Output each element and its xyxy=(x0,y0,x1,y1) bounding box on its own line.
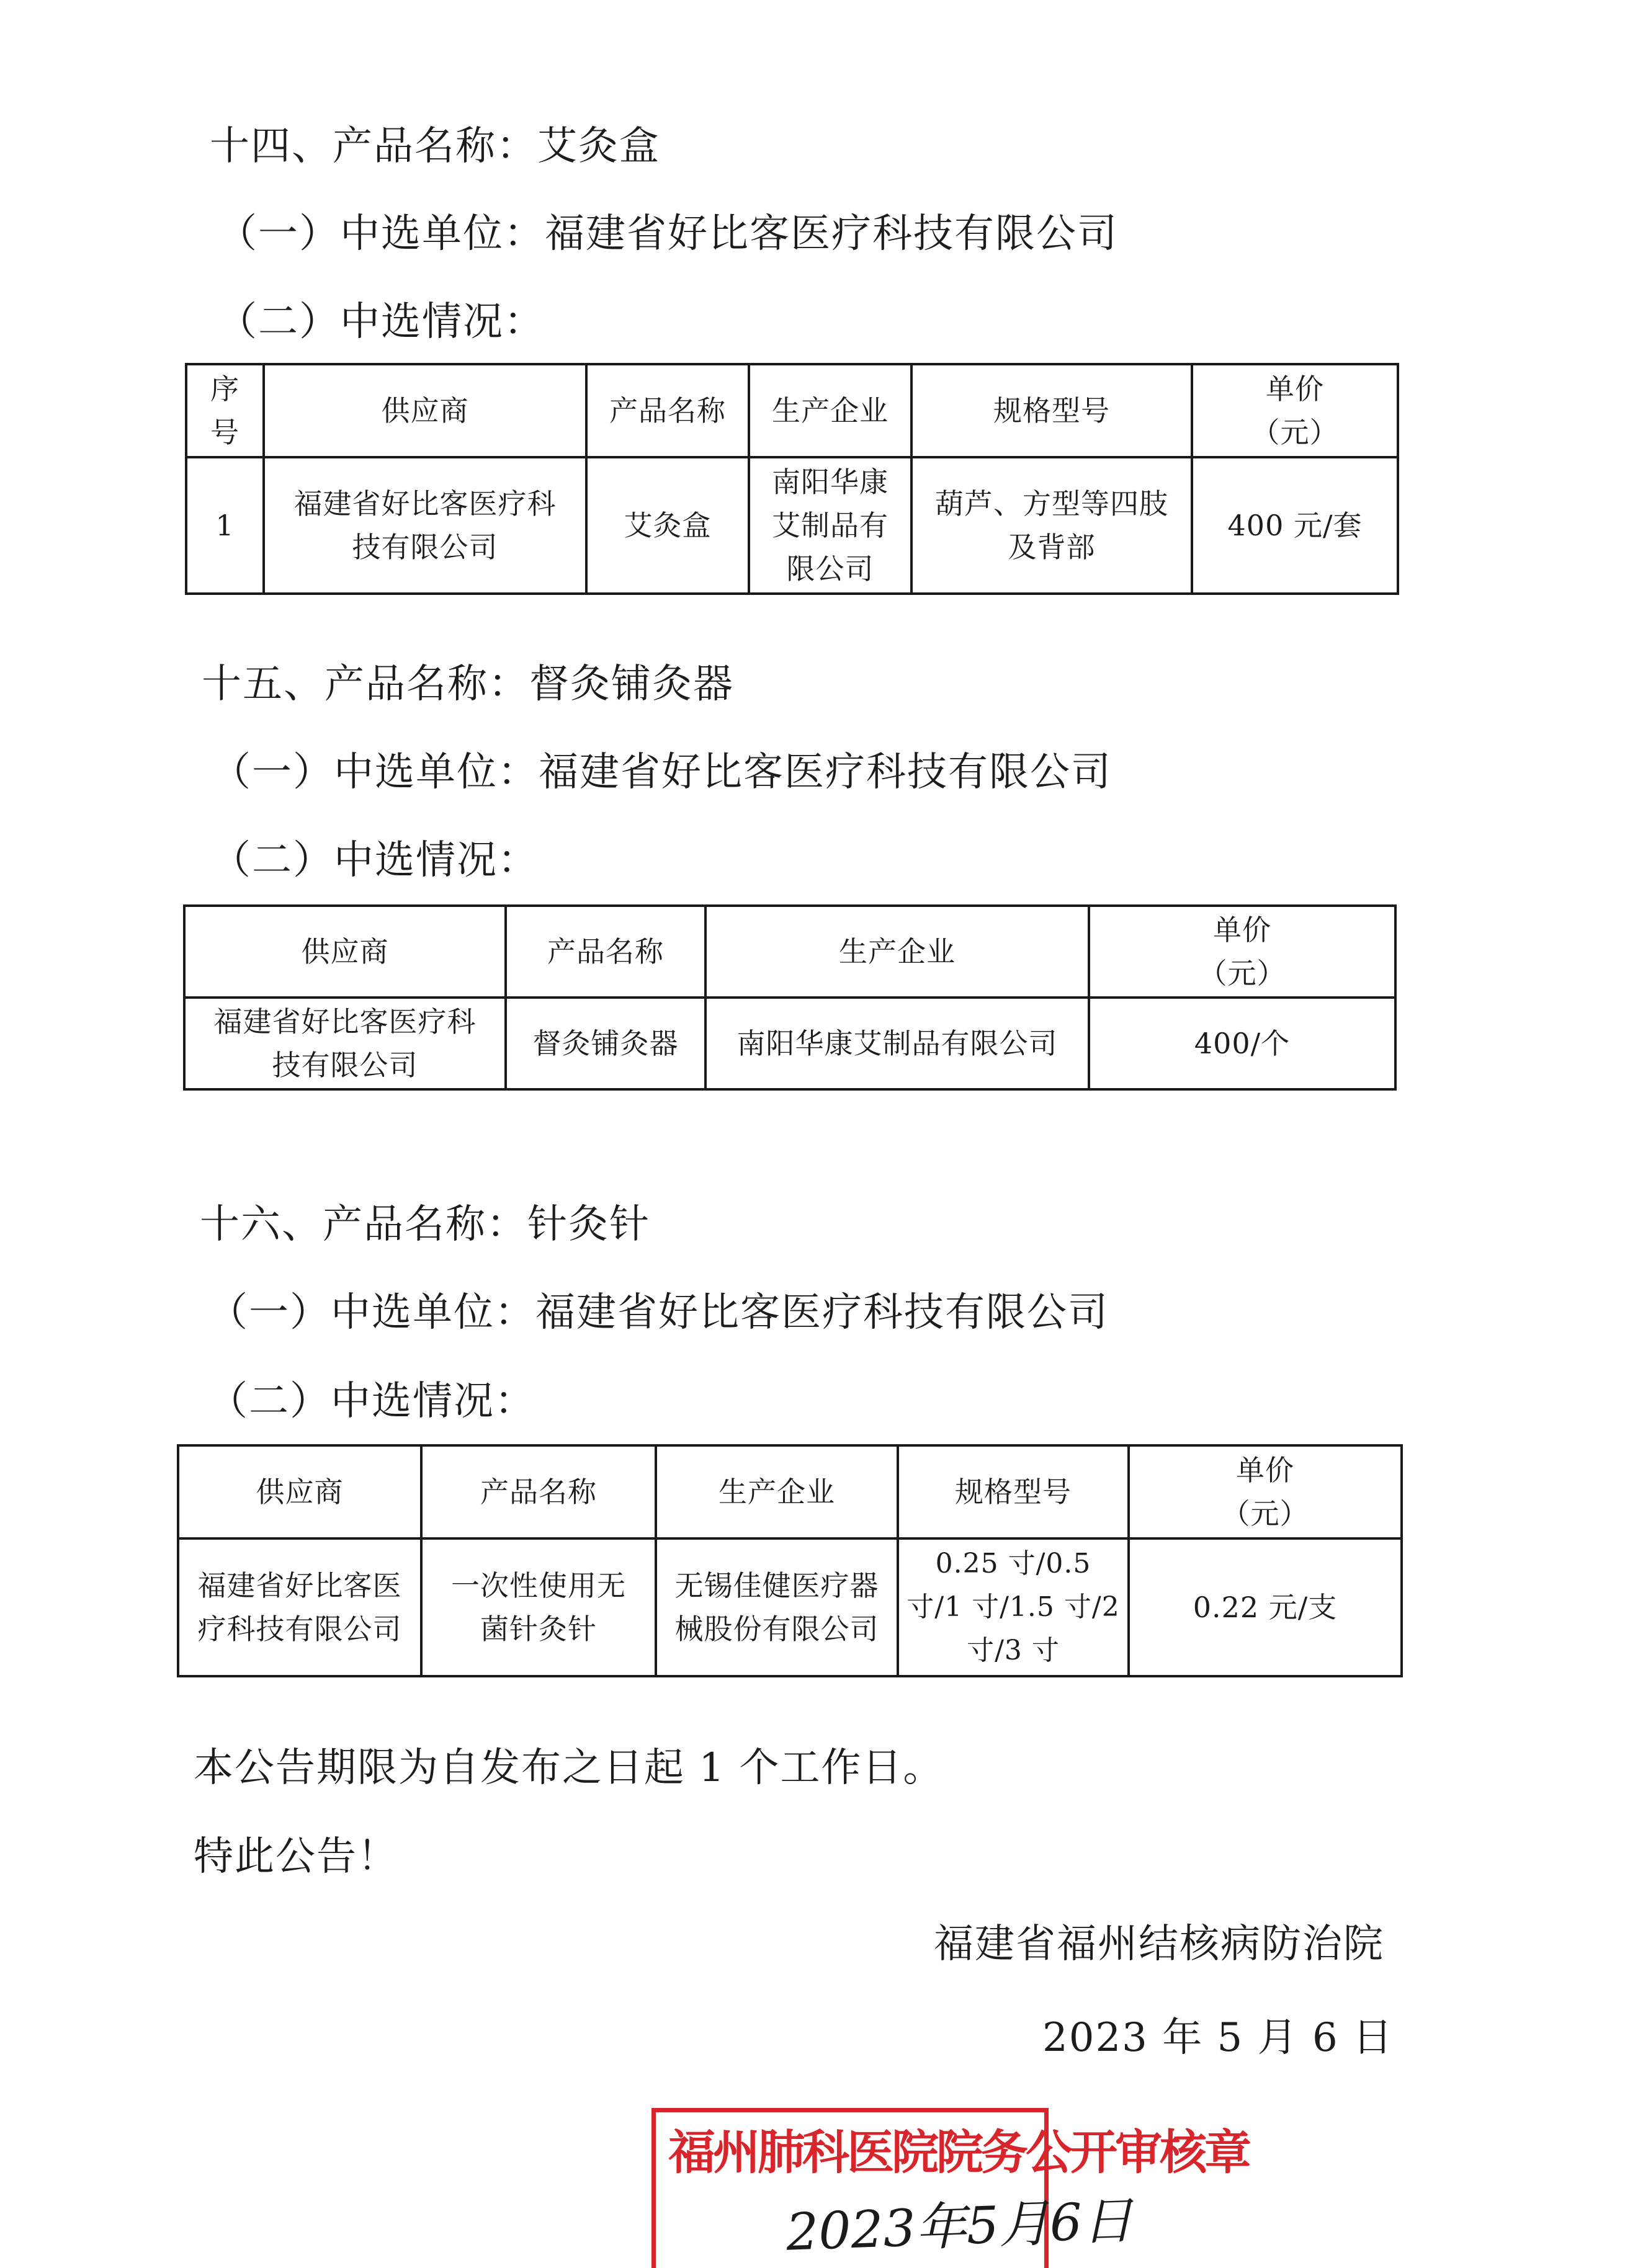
table-header-row xyxy=(186,364,1398,457)
stamp-title: 福州肺科医院院务公开审核章 xyxy=(668,2125,1249,2180)
header-manufacturer: 生产企业 xyxy=(656,1445,898,1538)
header-product-name: 产品名称 xyxy=(421,1445,656,1538)
announcement-closing: 特此公告！ xyxy=(194,1834,398,1880)
section-14-unit: （一）中选单位：福建省好比客医疗科技有限公司 xyxy=(217,211,1118,257)
header-supplier: 供应商 xyxy=(184,906,506,998)
cell-manufacturer: 南阳华康艾制品有限公司 xyxy=(749,457,911,594)
header-supplier: 供应商 xyxy=(178,1445,421,1538)
cell-spec: 葫芦、方型等四肢及背部 xyxy=(911,457,1192,594)
section-15-heading: 十五、产品名称：督灸铺灸器 xyxy=(202,661,734,707)
cell-supplier: 福建省好比客医疗科技有限公司 xyxy=(184,998,506,1089)
table-header-row xyxy=(184,906,1395,998)
issuing-organization: 福建省福州结核病防治院 xyxy=(934,1921,1384,1967)
header-manufacturer: 生产企业 xyxy=(749,364,911,457)
section-16-table xyxy=(177,1444,1403,1677)
table-row xyxy=(178,1538,1402,1676)
header-product-name: 产品名称 xyxy=(506,906,705,998)
header-product-name: 产品名称 xyxy=(586,364,749,457)
header-serial: 序号 xyxy=(186,364,264,457)
section-16-situation: （二）中选情况： xyxy=(208,1378,535,1424)
section-16-unit: （一）中选单位：福建省好比客医疗科技有限公司 xyxy=(208,1290,1109,1336)
section-15-table xyxy=(183,904,1397,1091)
cell-supplier: 福建省好比客医疗科技有限公司 xyxy=(178,1538,421,1676)
cell-product-name: 督灸铺灸器 xyxy=(506,998,705,1089)
cell-manufacturer: 无锡佳健医疗器械股份有限公司 xyxy=(656,1538,898,1676)
cell-serial: 1 xyxy=(186,457,264,594)
section-16-heading: 十六、产品名称：针灸针 xyxy=(200,1202,650,1248)
header-supplier: 供应商 xyxy=(264,364,586,457)
review-stamp xyxy=(651,2108,1249,2268)
section-15-situation: （二）中选情况： xyxy=(211,837,539,883)
stamp-handwritten-date: 2023年5月6日 xyxy=(785,2191,1134,2262)
header-spec: 规格型号 xyxy=(898,1445,1129,1538)
table-row xyxy=(184,998,1395,1089)
header-manufacturer: 生产企业 xyxy=(705,906,1089,998)
header-unit-price: 单价（元） xyxy=(1192,364,1398,457)
cell-unit-price: 400/个 xyxy=(1089,998,1395,1089)
cell-supplier: 福建省好比客医疗科技有限公司 xyxy=(264,457,586,594)
table-row xyxy=(186,457,1398,594)
header-unit-price: 单价（元） xyxy=(1129,1445,1402,1538)
cell-spec: 0.25 寸/0.5 寸/1 寸/1.5 寸/2 寸/3 寸 xyxy=(898,1538,1129,1676)
cell-product-name: 一次性使用无菌针灸针 xyxy=(421,1538,656,1676)
header-unit-price: 单价（元） xyxy=(1089,906,1395,998)
cell-product-name: 艾灸盒 xyxy=(586,457,749,594)
cell-unit-price: 400 元/套 xyxy=(1192,457,1398,594)
section-14-situation: （二）中选情况： xyxy=(217,299,545,345)
section-14-table xyxy=(185,363,1399,595)
issue-date: 2023 年 5 月 6 日 xyxy=(1042,2015,1394,2061)
cell-unit-price: 0.22 元/支 xyxy=(1129,1538,1402,1676)
section-14-heading: 十四、产品名称：艾灸盒 xyxy=(210,123,660,169)
cell-manufacturer: 南阳华康艾制品有限公司 xyxy=(705,998,1089,1089)
announcement-period: 本公告期限为自发布之日起 1 个工作日。 xyxy=(194,1745,944,1791)
table-header-row xyxy=(178,1445,1402,1538)
header-spec: 规格型号 xyxy=(911,364,1192,457)
section-15-unit: （一）中选单位：福建省好比客医疗科技有限公司 xyxy=(211,749,1112,795)
